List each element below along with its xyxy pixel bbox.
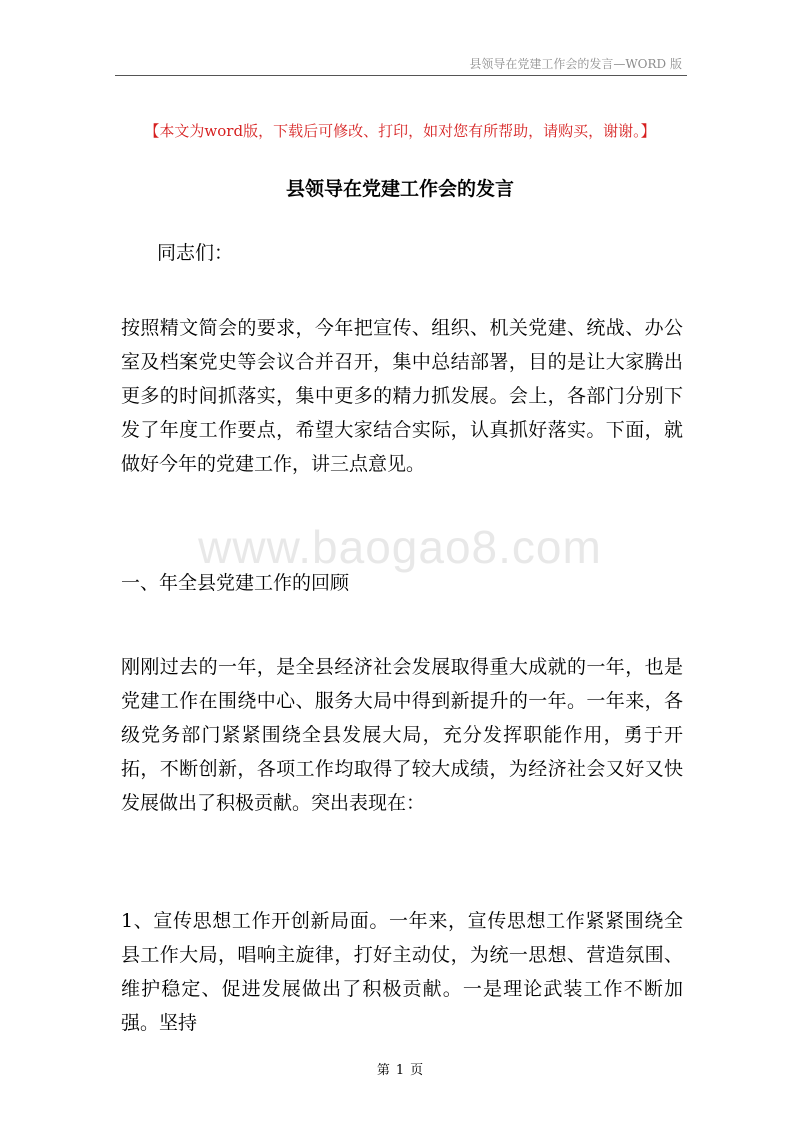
purchase-notice: 【本文为word版，下载后可修改、打印，如对您有所帮助，请购买，谢谢。】 xyxy=(144,122,656,140)
body-paragraph: 按照精文简会的要求，今年把宣传、组织、机关党建、统战、办公室及档案党史等会议合并召开，集中总结部署，目的是让大家腾出更多的时间抓落实，集中更多的精力抓发展。会上，各部门分别下发了年度工作要点，希望大家结合实际，认真抓好落实。下面，就做好今年的党建工作，讲三点意见。 xyxy=(121,317,683,475)
page-suffix: 页 xyxy=(410,1063,424,1078)
page-number: 1 xyxy=(395,1063,405,1078)
page-footer xyxy=(0,1059,800,1078)
page-prefix: 第 xyxy=(376,1063,390,1078)
document-title: 县领导在党建工作会的发言 xyxy=(285,178,514,200)
body-paragraph: 刚刚过去的一年，是全县经济社会发展取得重大成就的一年，也是党建工作在围绕中心、服务大局中得到新提升的一年。一年来，各级党务部门紧紧围绕全县发展大局，充分发挥职能作用，勇于开拓，不断创新，各项工作均取得了较大成绩，为经济社会又好又快发展做出了积极贡献。突出表现在： xyxy=(121,656,683,814)
section-heading: 一、年全县党建工作的回顾 xyxy=(121,572,350,594)
running-header: 县领导在党建工作会的发言—WORD 版 xyxy=(469,57,682,71)
greeting: 同志们： xyxy=(157,242,234,264)
header-divider xyxy=(115,75,687,76)
watermark: www.baogao8.com xyxy=(198,521,602,573)
body-paragraph: 1、宣传思想工作开创新局面。一年来，宣传思想工作紧紧围绕全县工作大局，唱响主旋律，打好主动仗，为统一思想、营造氛围、维护稳定、促进发展做出了积极贡献。一是理论武装工作不断加强。坚持 xyxy=(121,910,683,1034)
